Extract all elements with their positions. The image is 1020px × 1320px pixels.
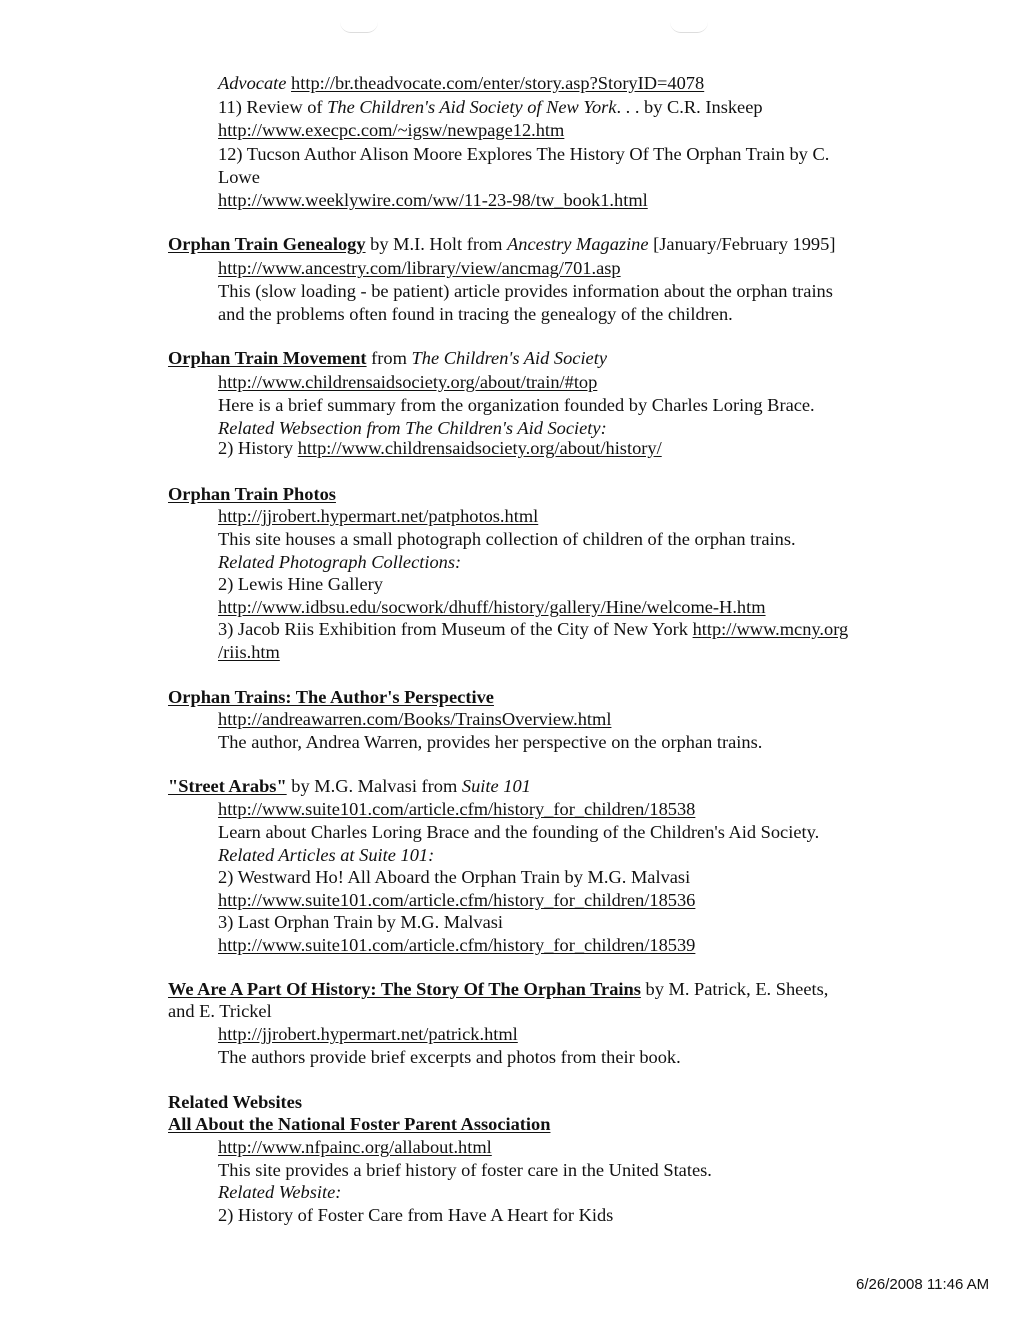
url-line [218,934,695,956]
related-label [218,1181,341,1203]
related-item [218,437,662,459]
entry-heading-line [168,686,494,708]
url-link[interactable]: http://www.mcny.org [692,619,849,639]
continued-entry-line [218,72,704,94]
review-line [218,96,763,118]
related-item [218,618,848,640]
byline: by M.I. Holt from [365,234,508,254]
url-link[interactable]: http://www.execpc.com/~igsw/newpage12.htm [218,120,565,140]
description-line: The authors provide brief excerpts and photos from their book. [218,1047,681,1067]
entry-title-link[interactable]: Orphan Train Photos [168,484,336,504]
url-link[interactable]: http://www.ancestry.com/library/view/ancmag/701.asp [218,258,621,278]
related-item: 2) Lewis Hine Gallery [218,574,383,594]
url-line [218,119,564,141]
entry-title-link[interactable]: All About the National Foster Parent Association [168,1114,551,1134]
entry-heading-line [168,483,336,505]
url-line [218,708,611,730]
byline: by M.G. Malvasi from [286,776,462,796]
related-label-text: Related Websection from The Children's Aid Society: [218,418,607,438]
print-timestamp: 6/26/2008 11:46 AM [856,1276,990,1293]
entry-title-link[interactable]: Orphan Train Genealogy [168,234,366,254]
item-number: 11) Review of [218,97,323,117]
entry-heading-line [168,233,835,255]
url-link[interactable]: http://www.weeklywire.com/ww/11-23-98/tw_book1.html [218,190,648,210]
source-title: Ancestry Magazine [507,234,649,254]
url-line [218,1023,518,1045]
description-line: Learn about Charles Loring Brace and the founding of the Children's Aid Society. [218,822,820,842]
url-link[interactable]: http://www.suite101.com/article.cfm/history_for_children/18539 [218,935,696,955]
url-link[interactable]: http://www.suite101.com/article.cfm/history_for_children/18536 [218,890,696,910]
url-line [218,798,695,820]
issue-date: [January/February 1995] [648,234,836,254]
related-label [218,417,607,439]
author-text: . . . by C.R. Inskeep [616,97,763,117]
entry-title-link[interactable]: Orphan Train Movement [168,348,367,368]
url-link[interactable]: http://andreawarren.com/Books/TrainsOverview.html [218,709,612,729]
url-link[interactable]: http://www.suite101.com/article.cfm/history_for_children/18538 [218,799,696,819]
description-line: and the problems often found in tracing the genealogy of the children. [218,304,733,324]
url-line-cont [218,641,280,663]
url-link[interactable]: http://www.nfpainc.org/allabout.html [218,1137,492,1157]
url-link[interactable]: http://www.childrensaidsociety.org/about/history/ [297,438,662,458]
section-heading: Related Websites [168,1092,303,1112]
url-line [218,371,597,393]
url-line [218,257,621,279]
related-label [218,551,461,573]
entry-title-link[interactable]: "Street Arabs" [168,776,287,796]
source-title: The Children's Aid Society [411,348,607,368]
byline: by M. Patrick, E. Sheets, [640,979,829,999]
entry-title-link[interactable]: We Are A Part Of History: The Story Of The Orphan Trains [168,979,641,999]
url-line [218,596,766,618]
article-line: 12) Tucson Author Alison Moore Explores The History Of The Orphan Train by C. [218,144,830,164]
url-link[interactable]: http://www.idbsu.edu/socwork/dhuff/history/gallery/Hine/welcome-H.htm [218,597,766,617]
url-link[interactable]: http://jjrobert.hypermart.net/patrick.html [218,1024,518,1044]
entry-heading-line [168,1113,550,1135]
description-line: The author, Andrea Warren, provides her perspective on the orphan trains. [218,732,763,752]
related-label-text: Related Website: [218,1182,342,1202]
url-line [218,889,695,911]
punch-mark [340,22,378,33]
description-line: Here is a brief summary from the organization founded by Charles Loring Brace. [218,395,815,415]
url-line [218,505,538,527]
related-label-text: Related Articles at Suite 101: [218,845,435,865]
url-link[interactable]: http://br.theadvocate.com/enter/story.asp?StoryID=4078 [291,73,705,93]
related-label-text: Related Photograph Collections: [218,552,462,572]
related-item: 3) Last Orphan Train by M.G. Malvasi [218,912,504,932]
source-title: Suite 101 [461,776,531,796]
description-line: This (slow loading - be patient) article provides information about the orphan trains [218,281,833,301]
byline: from [366,348,412,368]
source-title: Advocate [218,73,287,93]
byline-cont: and E. Trickel [168,1001,272,1021]
description-line: This site provides a brief history of foster care in the United States. [218,1160,712,1180]
related-item-label: 2) History [218,438,298,458]
related-label [218,844,434,866]
book-title: The Children's Aid Society of New York [327,97,617,117]
url-link[interactable]: http://jjrobert.hypermart.net/patphotos.html [218,506,539,526]
url-link[interactable]: /riis.htm [218,642,280,662]
related-item: 2) Westward Ho! All Aboard the Orphan Train by M.G. Malvasi [218,867,691,887]
related-item: 2) History of Foster Care from Have A Heart for Kids [218,1205,614,1225]
url-link[interactable]: http://www.childrensaidsociety.org/about/train/#top [218,372,598,392]
entry-heading-line [168,347,607,369]
entry-title-link[interactable]: Orphan Trains: The Author's Perspective [168,687,494,707]
url-line [218,189,648,211]
related-item-label: 3) Jacob Riis Exhibition from Museum of the City of New York [218,619,693,639]
punch-mark [670,22,708,33]
url-line [218,1136,492,1158]
description-line: This site houses a small photograph collection of children of the orphan trains. [218,529,796,549]
article-line-cont: Lowe [218,167,260,187]
entry-heading-line [168,775,531,797]
entry-heading-line [168,978,828,1000]
